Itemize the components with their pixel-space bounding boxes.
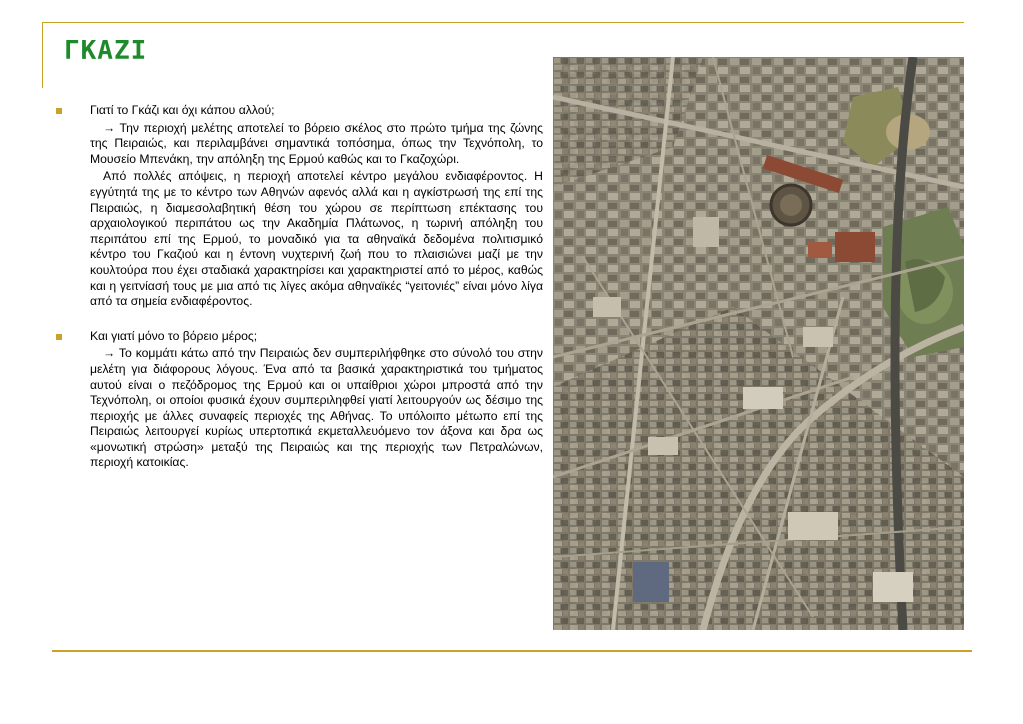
bullet-heading: Και γιατί μόνο το βόρειο μέρος; — [90, 328, 258, 343]
bottom-divider — [52, 650, 972, 652]
aerial-photo — [553, 57, 964, 630]
top-divider — [42, 22, 964, 23]
paragraph: Από πολλές απόψεις, η περιοχή αποτελεί κέντρο μεγάλου ενδιαφέροντος. Η εγγύτητά της με το κέντρο των Αθηνών αφενός αλλά και η αγκίστρωσή της επί της Πειραιώς, η διαμεσολαβητική θέση του χώρου σε περίπτωση επέκτασης του αρχαιολογικού περιπάτου ως την Ακαδημία Πλάτωνος, η τωρινή απόληξη του περιπάτου επί της Ερμού, το μοναδικό για τα αθηναϊκά δεδομένα πολιτισμικό κέντρο του Γκαζιού και η έντονη νυχτερινή ζωή που το πλαισιώνει μαζί με την κουλτούρα που έχει σταδιακά χαρακτηρίσει και χαρακτηριστεί από το μέρος, καθώς και η γειτνίασή τους με μια από τις λίγες ακόμα αθηναϊκές “γειτονιές” είναι μόνο λίγα από τα σημεία ενδιαφέροντος. — [90, 169, 543, 309]
left-divider — [42, 22, 43, 88]
slide-body — [52, 103, 543, 471]
slide-title: ΓΚΑΖΙ — [64, 36, 148, 66]
bullet-item — [52, 329, 543, 345]
paragraph: → Την περιοχή μελέτης αποτελεί το βόρειο σκέλος στο πρώτο τμήμα της ζώνης της Πειραιώς, και περιλαμβάνει σημαντικά τοπόσημα, όπως την Τεχνόπολη, το Μουσείο Μπενάκη, την απόληξη της Ερμού καθώς και το Γκαζοχώρι. — [90, 120, 543, 166]
bullet-square-icon — [56, 334, 62, 340]
aerial-map-graphic — [553, 57, 964, 630]
bullet-item — [52, 103, 543, 119]
bullet-square-icon — [56, 108, 62, 114]
bullet-heading: Γιατί το Γκάζι και όχι κάπου αλλού; — [90, 103, 275, 117]
paragraph: → Το κομμάτι κάτω από την Πειραιώς δεν συμπεριλήφθηκε στο σύνολό του στην μελέτη για διάφορους λόγους. Ένα από τα βασικά χαρακτηριστικά του τμήματος αυτού είναι ο πεζόδρομος της Ερμού και οι υπαίθριοι χώροι μπροστά από την Τεχνόπολη, οι οποίοι φυσικά έχουν συμπεριληφθεί γιατί λειτουργούν ως δέσιμο της περιοχής με άλλες συναφείς περιοχές της Αθήνας. Το υπόλοιπο μέτωπο επί της Πειραιώς λειτουργεί κυρίως υπερτοπικά εκμεταλλευόμενο τον άξονα και δρα ως «μονωτική στρώση» μεταξύ της Πειραιώς και της περιοχής των Πετραλώνων, περιοχή κατοικίας. — [90, 346, 543, 470]
